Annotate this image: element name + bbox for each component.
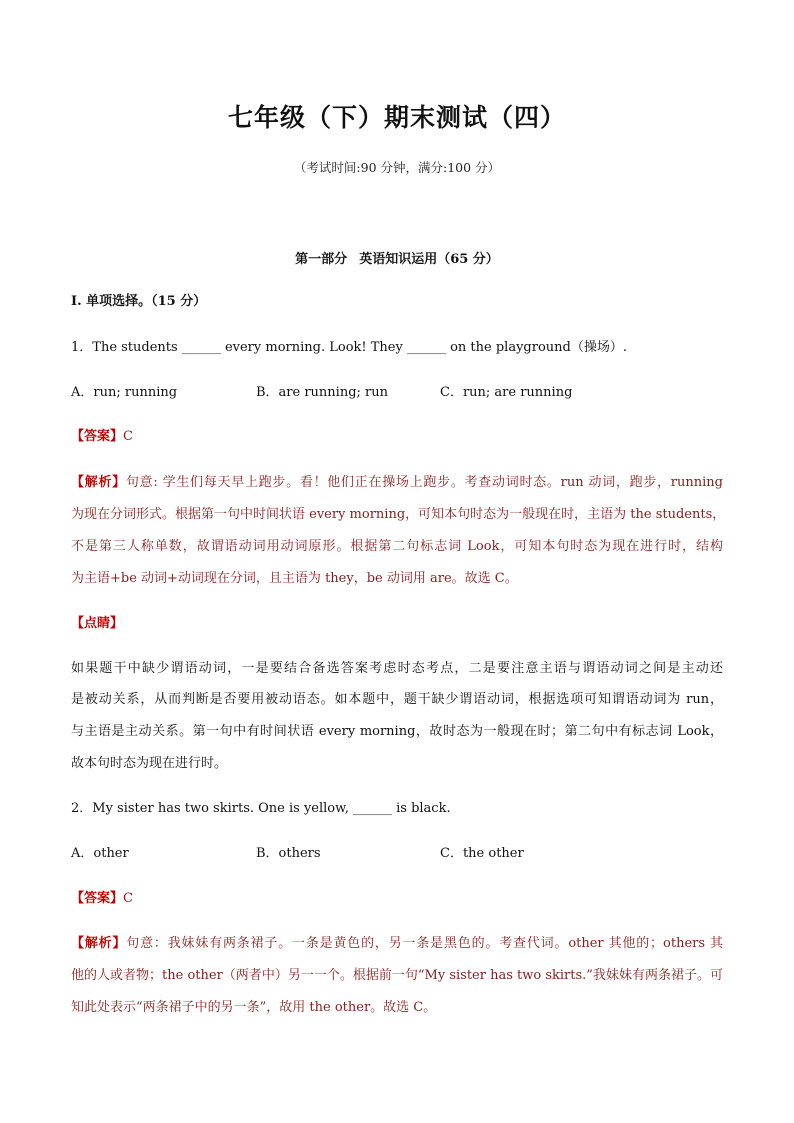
question-2-analysis-line: 他的人或者物；the other（两者中）另一一个。根据前一句“My sister has two skirts.”我妹妹有两条裙子。可 — [71, 968, 723, 983]
question-2-analysis-line: 知此处表示“两条裙子中的另一条”，故用 the other。故选 C。 — [71, 1000, 437, 1015]
analysis-text: 句意: 学生们每天早上跑步。看！他们正在操场上跑步。考查动词时态。run 动词，跑步，running — [125, 475, 723, 490]
question-2-analysis-line — [71, 934, 723, 954]
tip-line: 故本句时态为现在进行时。 — [71, 756, 228, 771]
part-title: 英语知识运用（65 分） — [359, 252, 499, 267]
tip-line: 与主语是主动关系。第一句中有时间状语 every morning，故时态为一般现在时；第二句中有标志词 Look， — [71, 724, 723, 739]
part-heading — [0, 248, 794, 267]
question-2-answer — [71, 889, 723, 909]
page-title: 七年级（下）期末测试（四） — [227, 103, 566, 132]
answer-value: C — [123, 891, 133, 906]
analysis-tag: 【解析】 — [71, 475, 126, 490]
question-1-analysis-line: 不是第三人称单数，故谓语动词用动词原形。根据第二句标志词 Look，可知本句时态为现在进行时，结构 — [71, 539, 723, 554]
question-2-option-c: C．the other — [440, 846, 524, 861]
question-2-option-b: B．others — [256, 846, 321, 861]
tip-tag: 【点睛】 — [71, 616, 124, 631]
answer-tag: 【答案】 — [71, 891, 124, 906]
analysis-text: 句意：我妹妹有两条裙子。一条是黄色的，另一条是黑色的。考查代词。other 其他的；others 其 — [126, 936, 723, 951]
question-1-option-c: C．run; are running — [440, 385, 573, 400]
analysis-tag: 【解析】 — [71, 936, 127, 951]
question-1-option-a: A．run; running — [71, 385, 178, 400]
question-2-option-a: A．other — [71, 846, 129, 861]
question-1-analysis-line — [71, 473, 723, 493]
question-1-answer — [71, 427, 723, 447]
answer-tag: 【答案】 — [71, 429, 124, 444]
exam-info: （考试时间:90 分钟，满分:100 分） — [293, 160, 501, 175]
question-1-stem: 1．The students ______ every morning. Look! They ______ on the playground（操场）. — [71, 340, 627, 355]
part-label: 第一部分 — [295, 252, 348, 267]
answer-value: C — [123, 429, 133, 444]
question-1-analysis-line: 为现在分词形式。根据第一句中时间状语 every morning，可知本句时态为一般现在时，主语为 the students， — [71, 507, 726, 522]
tip-line: 如果题干中缺少谓语动词，一是要结合备选答案考虑时态考点，二是要注意主语与谓语动词之间是主动还 — [71, 661, 723, 676]
question-1-option-b: B．are running; run — [256, 385, 388, 400]
tip-line: 是被动关系，从而判断是否要用被动语态。如本题中，题干缺少谓语动词，根据选项可知谓语动词为 run， — [71, 692, 723, 707]
question-1-analysis-line: 为主语+be 动词+动词现在分词，且主语为 they，be 动词用 are。故选 C。 — [71, 571, 518, 586]
section-heading: Ⅰ. 单项选择。（15 分） — [71, 294, 207, 309]
question-2-stem: 2．My sister has two skirts. One is yellow, ______ is black. — [71, 801, 451, 816]
